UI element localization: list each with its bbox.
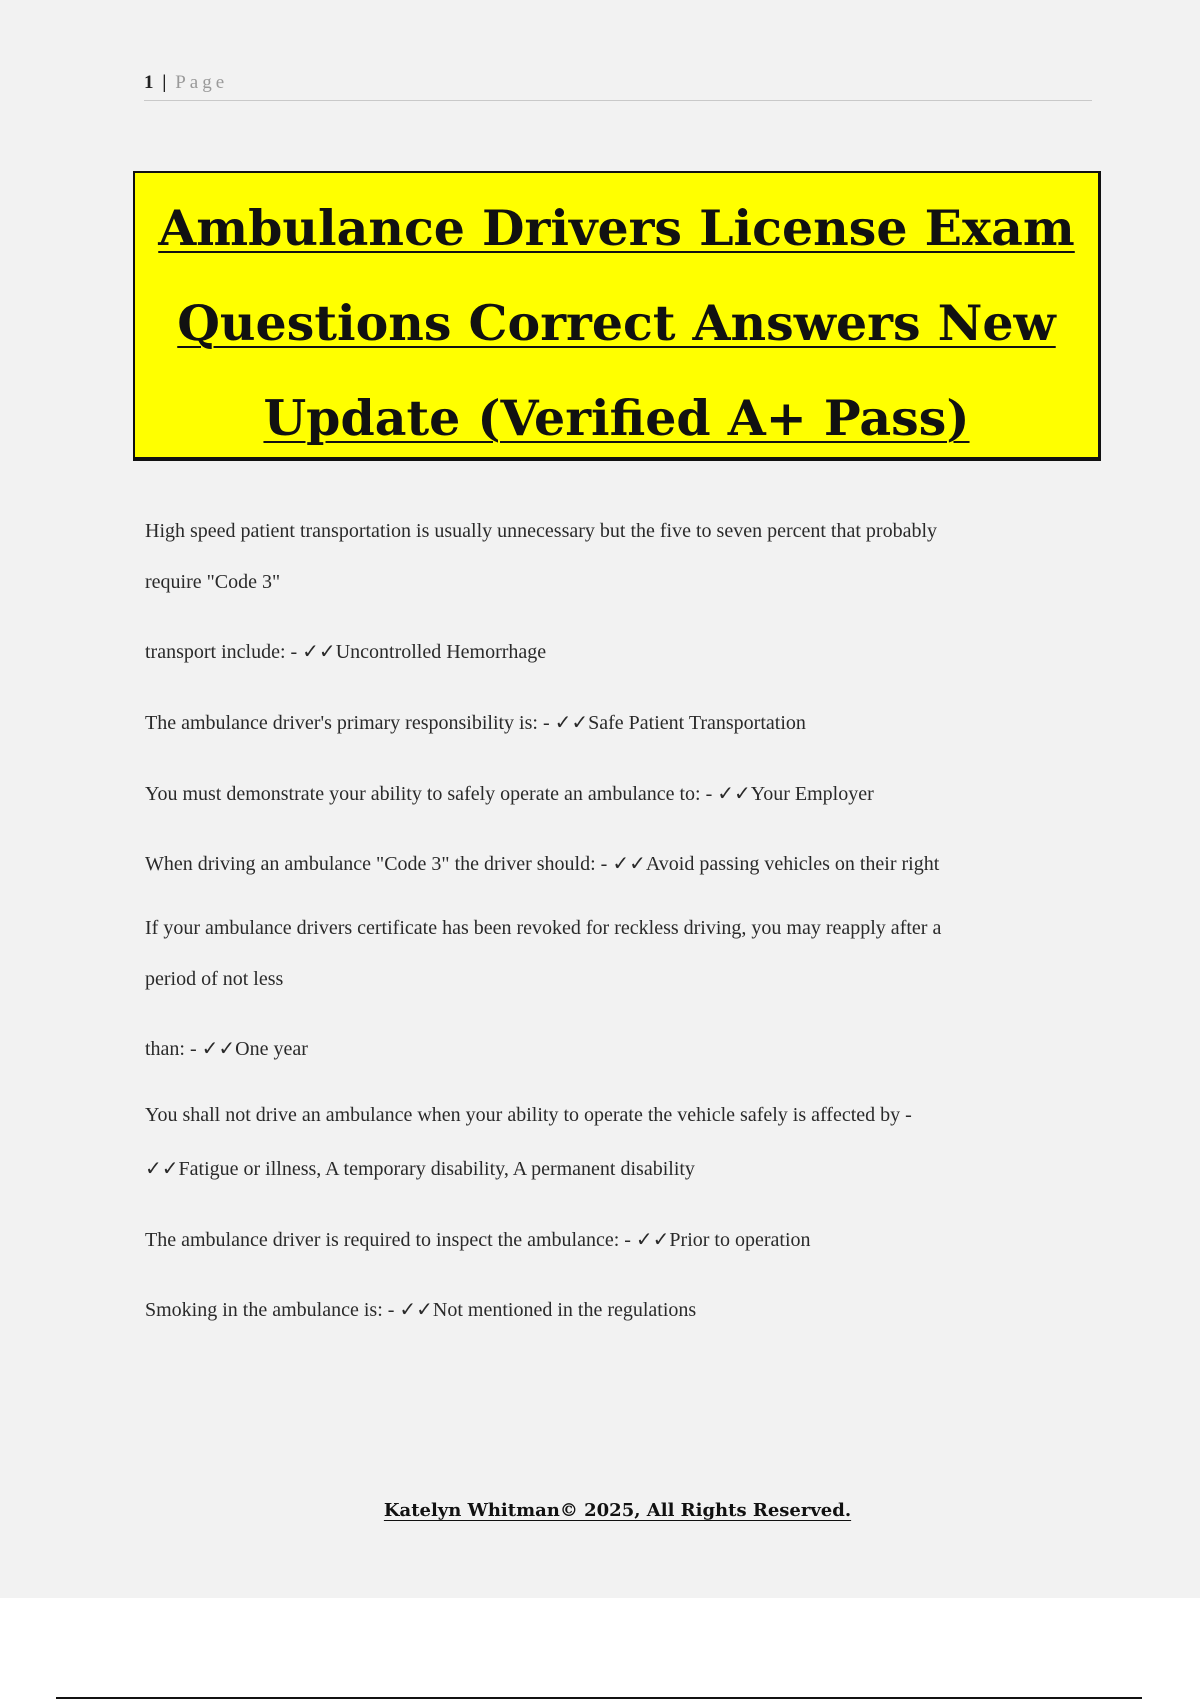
question-text-line: require "Code 3" — [145, 571, 281, 593]
page-header — [144, 72, 1092, 101]
title-line-1: Ambulance Drivers License Exam — [158, 199, 1075, 257]
copyright-footer — [0, 1500, 1200, 1521]
title-line-3: Update (Verified A+ Pass) — [263, 389, 970, 447]
question-answer-line: When driving an ambulance "Code 3" the driver should: - ✓✓Avoid passing vehicles on their right — [145, 853, 940, 875]
page-label: Page — [175, 72, 229, 93]
question-answer-line: ✓✓Fatigue or illness, A temporary disability, A permanent disability — [145, 1158, 695, 1180]
question-text-line: period of not less — [145, 968, 284, 990]
question-text-line: High speed patient transportation is usually unnecessary but the five to seven percent that probably — [145, 520, 938, 542]
copyright-text: Katelyn Whitman© 2025, All Rights Reserved. — [383, 1500, 852, 1521]
question-answer-line: The ambulance driver's primary responsibility is: - ✓✓Safe Patient Transportation — [145, 712, 806, 734]
question-answer-line: The ambulance driver is required to inspect the ambulance: - ✓✓Prior to operation — [145, 1229, 811, 1251]
title-banner — [133, 171, 1101, 461]
question-answer-line: Smoking in the ambulance is: - ✓✓Not mentioned in the regulations — [145, 1299, 697, 1321]
question-answer-line: than: - ✓✓One year — [145, 1038, 308, 1060]
page-number: 1 — [144, 72, 154, 93]
page-separator: | — [162, 72, 167, 93]
title-line-2: Questions Correct Answers New — [177, 294, 1056, 352]
question-answer-line: You must demonstrate your ability to safely operate an ambulance to: - ✓✓Your Employer — [145, 783, 874, 805]
question-text-line: You shall not drive an ambulance when your ability to operate the vehicle safely is affected by - — [145, 1104, 912, 1126]
question-answer-line: transport include: - ✓✓Uncontrolled Hemorrhage — [145, 641, 547, 663]
bottom-divider — [56, 1697, 1142, 1699]
question-text-line: If your ambulance drivers certificate has been revoked for reckless driving, you may reapply after a — [145, 917, 942, 939]
